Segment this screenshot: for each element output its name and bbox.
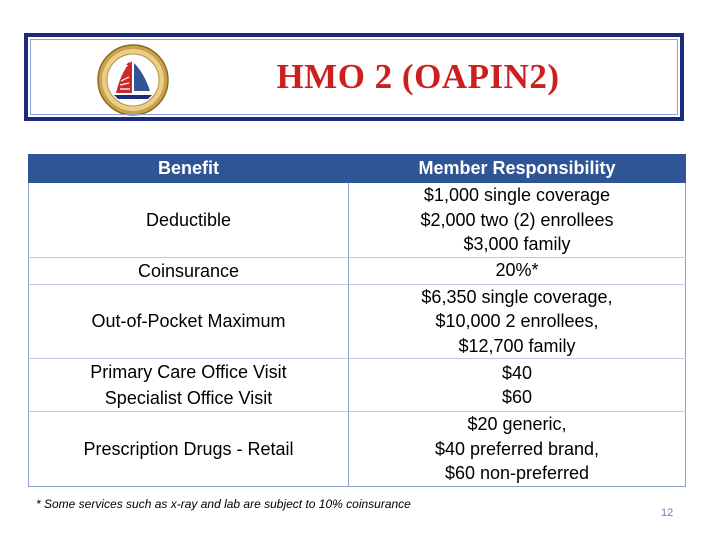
benefit-cell <box>29 257 349 284</box>
benefit-cell <box>29 183 349 258</box>
responsibility-line: $12,700 family <box>458 335 576 356</box>
page-title: HMO 2 (OAPIN2) <box>276 57 560 96</box>
responsibility-line: $2,000 two (2) enrollees <box>420 209 614 230</box>
benefit-text: Prescription Drugs - Retail <box>83 438 294 459</box>
table-row <box>29 412 686 487</box>
responsibility-line: $60 non-preferred <box>444 463 590 483</box>
responsibility-line: $6,350 single coverage, <box>421 286 613 307</box>
responsibility-cell <box>349 183 686 258</box>
responsibility-line: $40 preferred brand, <box>434 438 600 459</box>
responsibility-cell <box>349 359 686 412</box>
title-banner <box>24 33 684 121</box>
responsibility-line: 20%* <box>495 260 539 281</box>
seal-logo-icon <box>96 43 170 117</box>
page-number: 12 <box>661 507 674 519</box>
benefit-cell <box>29 412 349 487</box>
responsibility-line: $10,000 2 enrollees, <box>435 311 599 331</box>
table-row <box>29 359 686 412</box>
benefit-text: Deductible <box>145 209 232 230</box>
table-row <box>29 257 686 284</box>
responsibility-line: $3,000 family <box>463 234 571 254</box>
column-header-member-responsibility: Member Responsibility <box>349 155 686 183</box>
table-header-row <box>29 155 686 183</box>
responsibility-line: $20 generic, <box>467 414 567 434</box>
table-row <box>29 284 686 359</box>
benefit-text: Specialist Office Visit <box>104 388 273 408</box>
responsibility-cell <box>349 257 686 284</box>
benefit-text: Coinsurance <box>137 260 240 281</box>
footnote: * Some services such as x-ray and lab are subject to 10% coinsurance <box>36 497 411 511</box>
responsibility-line: $40 <box>501 362 533 383</box>
table-row <box>29 183 686 258</box>
benefit-cell <box>29 359 349 412</box>
benefit-text: Primary Care Office Visit <box>90 362 287 382</box>
responsibility-line: $1,000 single coverage <box>423 185 611 205</box>
benefits-table <box>28 154 686 487</box>
responsibility-line: $60 <box>501 387 533 407</box>
responsibility-cell <box>349 412 686 487</box>
responsibility-cell <box>349 284 686 359</box>
benefit-cell <box>29 284 349 359</box>
benefit-text: Out-of-Pocket Maximum <box>91 311 286 332</box>
column-header-benefit: Benefit <box>29 155 349 183</box>
